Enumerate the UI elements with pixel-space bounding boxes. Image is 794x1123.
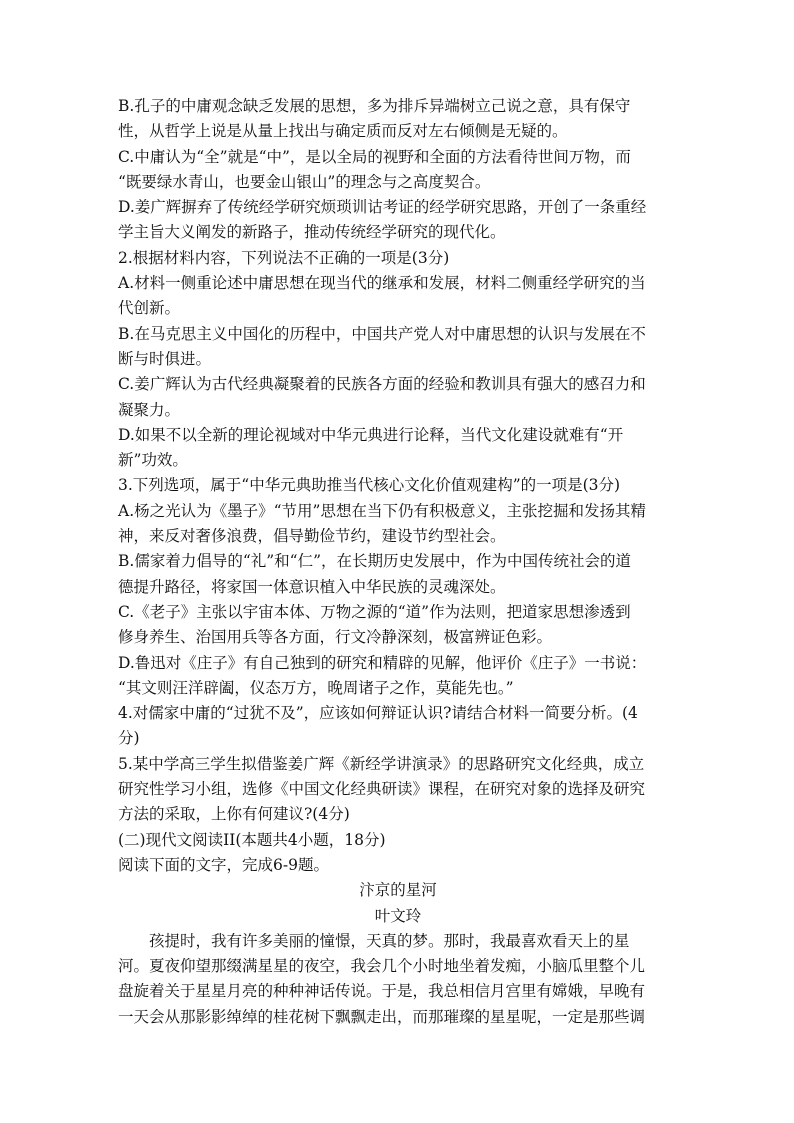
text-line: 修身养生、治国用兵等各方面，行文冷静深刻，极富辨证色彩。 (118, 628, 553, 647)
article-paragraph-line: 一天会从那影影绰绰的桂花树下飘飘走出，而那璀璨的星星呢，一定是那些调 (118, 1007, 646, 1026)
article-paragraph-line: 孩提时，我有许多美丽的憧憬，天真的梦。那时，我最喜欢看天上的星 (149, 931, 630, 950)
text-line: 学主旨大义阐发的新路子，推动传统经学研究的现代化。 (118, 223, 506, 242)
text-line: B.在马克思主义中国化的历程中，中国共产党人对中庸思想的认识与发展在不 (118, 324, 646, 343)
question-section (118, 94, 678, 878)
article-paragraph-line: 盘旋着关于星星月亮的种种神话传说。于是，我总相信月宫里有嫦娥，早晚有 (118, 982, 646, 1001)
text-line: C.姜广辉认为古代经典凝聚着的民族各方面的经验和教训具有强大的感召力和 (118, 375, 646, 394)
text-line: 断与时俱进。 (118, 349, 212, 368)
text-line: 研究性学习小组，选修《中国文化经典研读》课程，在研究对象的选择及研究 (118, 780, 646, 799)
document-page (118, 94, 678, 1030)
text-line: B.孔子的中庸观念缺乏发展的思想，多为排斥异端树立己说之意，具有保守 (118, 97, 631, 115)
section-heading: (二)现代文阅读II(本题共4小题，18分) (118, 830, 386, 849)
text-line: 代创新。 (118, 299, 181, 318)
text-line: B.儒家着力倡导的“礼”和“仁”，在长期历史发展中，作为中国传统社会的道 (118, 552, 632, 571)
text-line: 方法的采取，上你有何建议?(4分) (118, 805, 350, 824)
article-paragraph-line: 河。夏夜仰望那缀满星星的夜空，我会几个小时地坐着发痴，小脑瓜里整个儿 (118, 957, 646, 976)
question-stem: 4.对儒家中庸的“过犹不及”，应该如何辩证认识?请结合材料一简要分析。(4 (118, 704, 638, 723)
article-author: 叶文玲 (374, 906, 422, 925)
text-line: “既要绿水青山，也要金山银山”的理念与之高度契合。 (118, 172, 491, 191)
question-stem: 3.下列选项，属于“中华元典助推当代核心文化价值观建构”的一项是(3分) (118, 476, 621, 495)
text-line: 神，来反对奢侈浪费，倡导勤俭节约，建设节约型社会。 (118, 527, 506, 546)
text-line: C.中庸认为“全”就是“中”，是以全局的视野和全面的方法看待世间万物，而 (118, 147, 631, 166)
text-line: D.鲁迅对《庄子》有自己独到的研究和精辟的见解，他评价《庄子》一书说： (118, 653, 647, 672)
text-line: C.《老子》主张以宇宙本体、万物之源的“道”作为法则，把道家思想渗透到 (118, 602, 631, 621)
article-title: 汴京的星河 (359, 881, 437, 900)
text-line: A.材料一侧重论述中庸思想在现当代的继承和发展，材料二侧重经学研究的当 (118, 274, 646, 293)
text-line: 德提升路径，将家国一体意识植入中华民族的灵魂深处。 (118, 577, 506, 596)
text-line: “其文则汪洋辟阖，仪态万方，晚周诸子之作，莫能先也。” (118, 678, 514, 697)
text-line: 新”功效。 (118, 451, 188, 470)
question-stem: 5.某中学高三学生拟借鉴姜广辉《新经学讲演录》的思路研究文化经典，成立 (118, 754, 645, 773)
text-line: A.杨之光认为《墨子》“节用”思想在当下仍有积极意义，主张挖掘和发扬其精 (118, 501, 646, 520)
question-stem: 2.根据材料内容，下列说法不正确的一项是(3分) (118, 248, 450, 267)
article-section (118, 878, 678, 1030)
text-line: 凝聚力。 (118, 400, 181, 419)
text-line: 性，从哲学上说是从量上找出与确定质而反对左右倾侧是无疑的。 (118, 122, 568, 141)
text-line: D.如果不以全新的理论视域对中华元典进行论释，当代文化建设就难有“开 (118, 425, 624, 444)
instruction: 阅读下面的文字，完成6-9题。 (118, 855, 329, 874)
text-line: 分) (118, 729, 140, 748)
text-line: D.姜广辉摒弃了传统经学研究烦琐训诂考证的经学研究思路，开创了一条重经 (118, 198, 647, 217)
